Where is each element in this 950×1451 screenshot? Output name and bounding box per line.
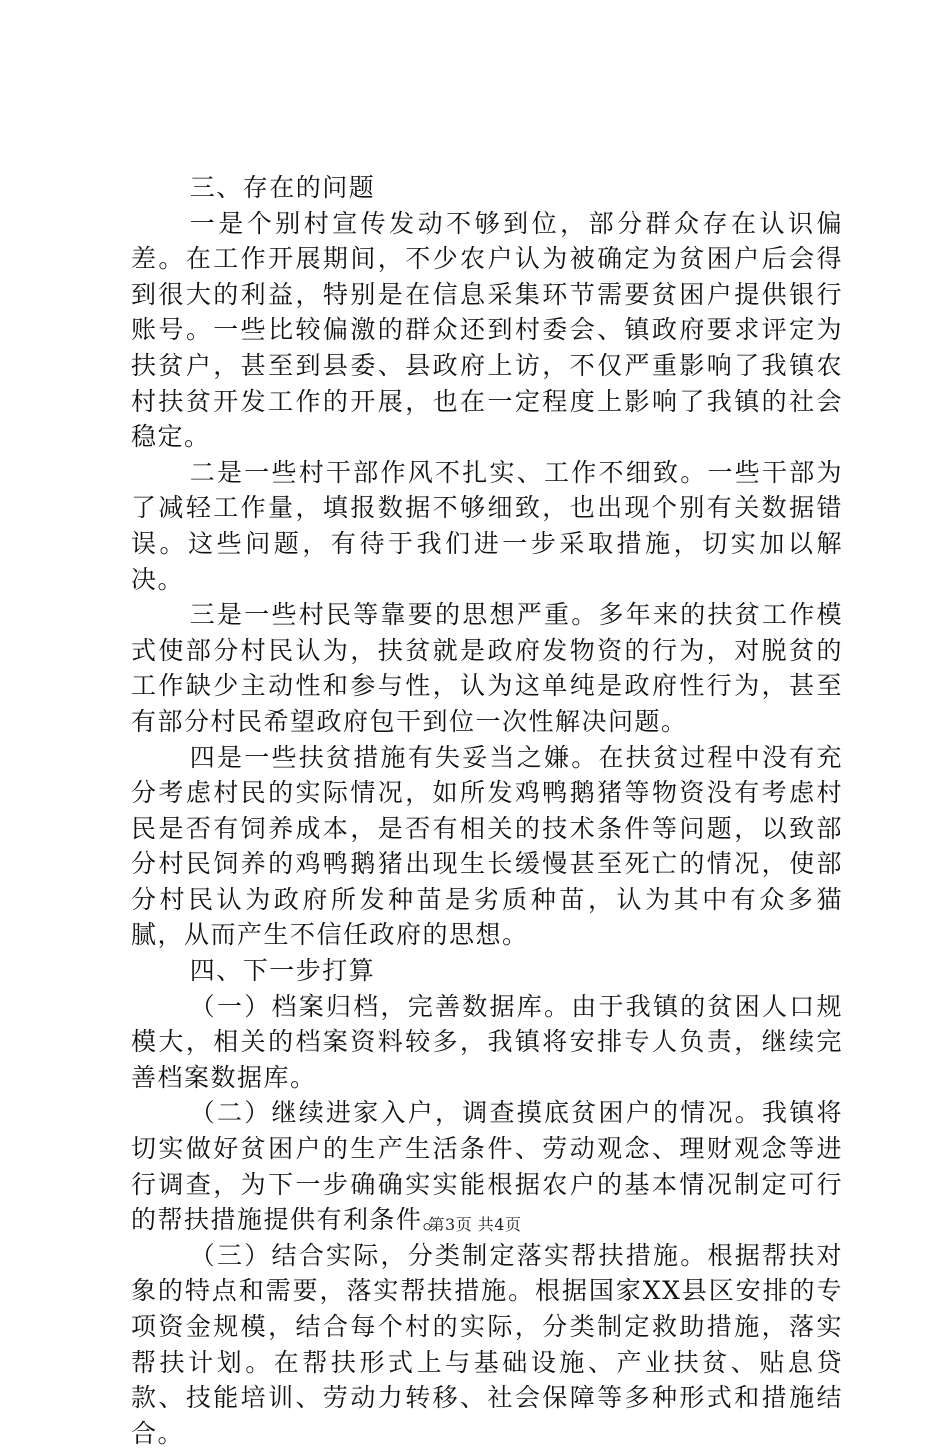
section-heading-problems: 三、存在的问题	[189, 173, 376, 202]
page-footer: 第3页 共4页	[428, 1215, 522, 1234]
paragraph-problem-3: 三是一些村民等靠要的思想严重。多年来的扶贫工作模式使部分村民认为，扶贫就是政府发物资的行为，对脱贫的工作缺少主动性和参与性，认为这单纯是政府性行为，甚至有部分村民希望政府包干到位一次性解决问题。	[131, 600, 843, 736]
document-body	[131, 170, 843, 1451]
section-heading-next-steps: 四、下一步打算	[189, 956, 376, 986]
paragraph-problem-1: 一是个别村宣传发动不够到位，部分群众存在认识偏差。在工作开展期间，不少农户认为被确定为贫困户后会得到很大的利益，特别是在信息采集环节需要贫困户提供银行账号。一些比较偏激的群众还到村委会、镇政府要求评定为扶贫户，甚至到县委、县政府上访，不仅严重影响了我镇农村扶贫开发工作的开展，也在一定程度上影响了我镇的社会稳定。	[131, 208, 843, 452]
paragraph-problem-4: 四是一些扶贫措施有失妥当之嫌。在扶贫过程中没有充分考虑村民的实际情况，如所发鸡鸭鹅猪等物资没有考虑村民是否有饲养成本，是否有相关的技术条件等问题，以致部分村民饲养的鸡鸭鹅猪出现生长缓慢甚至死亡的情况，使部分村民认为政府所发种苗是劣质种苗，认为其中有众多猫腻，从而产生不信任政府的思想。	[131, 742, 843, 950]
paragraph-plan-1: （一）档案归档，完善数据库。由于我镇的贫困人口规模大，相关的档案资料较多，我镇将安排专人负责，继续完善档案数据库。	[131, 991, 843, 1092]
paragraph-plan-3: （三）结合实际，分类制定落实帮扶措施。根据帮扶对象的特点和需要，落实帮扶措施。根据国家XX县区安排的专项资金规模，结合每个村的实际，分类制定救助措施，落实帮扶计划。在帮扶形式上与基础设施、产业扶贫、贴息贷款、技能培训、劳动力转移、社会保障等多种形式和措施结合。	[131, 1240, 843, 1448]
paragraph-problem-2: 二是一些村干部作风不扎实、工作不细致。一些干部为了减轻工作量，填报数据不够细致，也出现个别有关数据错误。这些问题，有待于我们进一步采取措施，切实加以解决。	[131, 457, 843, 594]
paragraph-plan-2: （二）继续进家入户，调查摸底贫困户的情况。我镇将切实做好贫困户的生产生活条件、劳动观念、理财观念等进行调查，为下一步确确实实能根据农户的基本情况制定可行的帮扶措施提供有利条件。	[131, 1098, 843, 1235]
